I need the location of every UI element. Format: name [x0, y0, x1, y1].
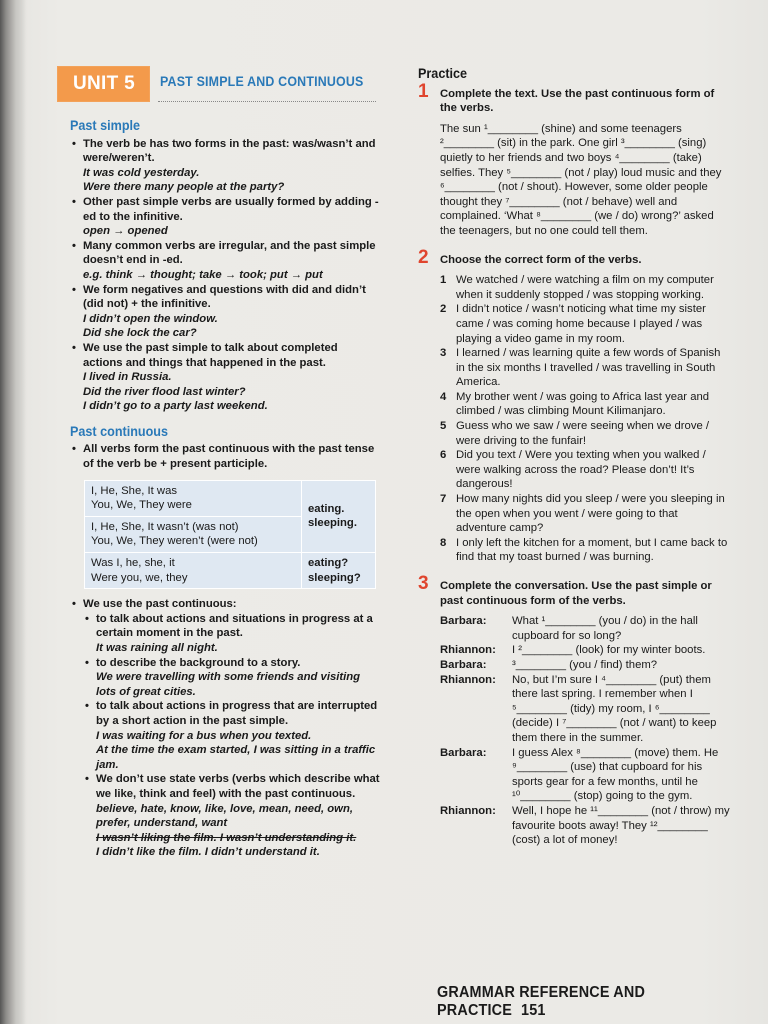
item-text: How many nights did you sleep / were you sleeping in the open when you went / were going to that adventure camp? [456, 493, 725, 535]
example-text: I didn’t open the window. [83, 312, 218, 325]
list-item [83, 612, 380, 656]
table-text: eating? [308, 557, 349, 570]
incorrect-example: I wasn’t liking the film. I wasn’t understanding it. [96, 831, 357, 844]
example-text: believe, hate, know, like, love, mean, need, own, prefer, understand, want [96, 802, 353, 830]
list-item [70, 239, 380, 283]
rule-text: to describe the background to a story. [96, 656, 301, 669]
unit-title: PAST SIMPLE AND CONTINUOUS [160, 74, 364, 89]
practice-heading: Practice [418, 65, 468, 81]
table-text: sleeping. [308, 517, 357, 530]
exercise-1-text: The sun ¹________ (shine) and some teenagers ²________ (sit) in the park. One girl ³________ (sing) quietly to her friends and two boys ⁴________ (take) selfies. They ⁵________ (not / play) loud music and they ⁶________ (not / shout). However, some older people thought they ⁷________ (not / behave) well and complained. ‘What ⁸________ (we / do) wrong?’ asked the teenagers, but no one could tell them. [440, 122, 722, 237]
table-text: Was I, he, she, it [91, 557, 175, 570]
list-item: 7 How many nights did you sleep / were you sleeping in the open when you went / were going to that adventure camp? [440, 493, 725, 535]
item-text: I only left the kitchen for a moment, but I came back to find that my toast burned / was burning. [456, 536, 728, 564]
rule-text: Other past simple verbs are usually formed by adding -ed to the infinitive. [83, 195, 379, 223]
exercise-2-items [418, 273, 730, 565]
practice-column [418, 66, 730, 848]
list-item [83, 699, 380, 772]
conversation-line [440, 746, 730, 804]
table-text: I, He, She, It wasn’t (was not) [91, 520, 239, 533]
speaker-name: Rhiannon: [440, 673, 496, 686]
list-item [70, 597, 380, 860]
speaker-name: Barbara: [440, 746, 487, 759]
list-item: 1 We watched / were watching a film on my computer when it suddenly stopped / was stopping working. [440, 274, 714, 301]
table-cell [85, 480, 302, 516]
past-simple-list [70, 137, 380, 414]
rule-text: All verbs form the past continuous with the past tense of the verb be + present participle. [83, 443, 375, 471]
rule-text: We form negatives and questions with did and didn’t (did not) + the infinitive. [83, 283, 366, 311]
exercise-number: 1 [418, 80, 429, 102]
list-item [83, 656, 380, 700]
conversation-line [440, 643, 730, 658]
exercise-1 [418, 80, 730, 116]
past-continuous-heading: Past continuous [70, 422, 169, 439]
table-text: I, He, She, It was [91, 484, 178, 497]
exercise-3-conversation [418, 614, 730, 848]
speaker-name: Barbara: [440, 658, 487, 671]
list-item: 4 My brother went / was going to Africa last year and climbed / was climbing Mount Kilimanjaro. [440, 390, 710, 418]
example-text: At the time the exam started, I was sitting in a traffic jam. [96, 744, 376, 771]
list-item: 8 I only left the kitchen for a moment, but I came back to find that my toast burned / was burning. [440, 536, 728, 564]
example-text: I was waiting for a bus when you texted. [96, 729, 312, 742]
list-item: 5 Guess who we saw / were seeing when we drove / were driving to the funfair! [440, 420, 710, 447]
line-text: I guess Alex ⁸________ (move) them. He ⁹________ (use) that cupboard for his sports gear for a few months, until he ¹⁰________ (stop) going to the gym. [512, 746, 719, 803]
example-text: It was raining all night. [96, 642, 218, 654]
conversation-line [440, 673, 730, 746]
example-text: e.g. think → thought; take → took; put → put [83, 268, 323, 281]
list-item [70, 195, 380, 239]
line-text: Well, I hope he ¹¹________ (not / throw) my favourite boots away! They ¹²________ (cost) a lot of money! [512, 804, 730, 847]
correct-example: I didn’t like the film. I didn’t understand it. [96, 846, 320, 859]
uses-sublist [83, 612, 380, 860]
unit-tab: UNIT 5 [57, 66, 150, 102]
item-text: I learned / was learning quite a few words of Spanish in the six months I travelled / was travelling in South America. [456, 347, 721, 389]
item-text: We watched / were watching a film on my computer when it suddenly stopped / was stopping working. [456, 274, 714, 301]
grammar-reference-column [70, 112, 380, 860]
title-divider [158, 101, 376, 102]
example-text: Did she lock the car? [83, 327, 197, 340]
conversation-line [440, 658, 730, 673]
table-cell [85, 516, 302, 552]
example-text: I lived in Russia. [83, 371, 172, 384]
example-text: open → opened [83, 225, 168, 238]
rule-text: We don’t use state verbs (verbs which describe what we like, think and feel) with the past continuous. [96, 773, 380, 800]
line-text: I ²________ (look) for my winter boots. [512, 644, 706, 657]
table-cell [302, 480, 376, 552]
list-item [70, 137, 380, 195]
table-text: You, We, They were [91, 499, 192, 512]
exercise-3 [418, 573, 730, 608]
example-text: Did the river flood last winter? [83, 385, 246, 398]
page-number: 151 [521, 1002, 546, 1019]
table-cell [302, 553, 376, 589]
list-item: 6 Did you text / Were you texting when you walked / were walking across the road? Please don’t! It’s dangerous! [440, 449, 706, 491]
table-text: eating. [308, 502, 345, 515]
conversation-line [440, 804, 730, 848]
list-item [70, 442, 380, 471]
list-item: 3 I learned / was learning quite a few words of Spanish in the six months I travelled / was travelling in South America. [440, 347, 721, 389]
rule-text: to talk about actions and situations in progress at a certain moment in the past. [96, 612, 373, 640]
example-text: We were travelling with some friends and visiting lots of great cities. [96, 671, 361, 698]
rule-text: We use the past simple to talk about completed actions and things that happened in the past. [83, 341, 338, 369]
list-item [83, 772, 380, 860]
example-text: I didn’t go to a party last weekend. [83, 400, 268, 413]
line-text: No, but I’m sure I ⁴________ (put) them there last spring. I remember when I ⁵________ (tidy) my room, I ⁶________ (decide) I ⁷________ (not / want) to keep them there in the summer. [512, 673, 717, 744]
past-continuous-uses [70, 597, 380, 860]
past-continuous-table [84, 480, 376, 590]
past-continuous-intro [70, 442, 380, 471]
table-text: sleeping? [308, 571, 361, 584]
speaker-name: Barbara: [440, 615, 487, 628]
line-text: ³________ (you / find) them? [512, 658, 658, 671]
exercise-instruction: Complete the conversation. Use the past simple or past continuous form of the verbs. [440, 580, 712, 607]
page-footer [437, 984, 735, 1020]
rule-text: Many common verbs are irregular, and the past simple doesn’t end in -ed. [83, 239, 376, 267]
list-item [70, 283, 380, 341]
rule-text: to talk about actions in progress that are interrupted by a short action in the past simple. [96, 700, 378, 727]
item-text: Guess who we saw / were seeing when we drove / were driving to the funfair! [456, 420, 710, 447]
example-text: Were there many people at the party? [83, 181, 285, 194]
footer-label: GRAMMAR REFERENCE AND PRACTICE [437, 984, 646, 1019]
rule-text: We use the past continuous: [83, 598, 237, 611]
line-text: What ¹________ (you / do) in the hall cupboard for so long? [512, 615, 698, 642]
conversation-line [440, 614, 730, 643]
exercise-number: 2 [418, 246, 429, 268]
table-cell [85, 553, 302, 589]
page-gutter [0, 0, 26, 1024]
exercise-instruction: Choose the correct form of the verbs. [440, 253, 642, 266]
item-text: My brother went / was going to Africa last year and climbed / was climbing Mount Kilimanjaro. [456, 390, 710, 418]
example-text: It was cold yesterday. [83, 166, 200, 179]
item-text: I didn’t notice / wasn’t noticing what time my sister came / was coming home because I played / was playing a video game in my room. [456, 303, 706, 345]
exercise-2 [418, 246, 730, 268]
table-text: You, We, They weren’t (were not) [91, 535, 258, 548]
speaker-name: Rhiannon: [440, 804, 496, 817]
rule-text: The verb be has two forms in the past: was/wasn’t and were/weren’t. [83, 137, 376, 165]
exercise-number: 3 [418, 573, 429, 594]
past-simple-heading: Past simple [70, 117, 141, 133]
exercise-instruction: Complete the text. Use the past continuous form of the verbs. [440, 87, 715, 115]
speaker-name: Rhiannon: [440, 644, 496, 657]
list-item: 2 I didn’t notice / wasn’t noticing what time my sister came / was coming home because I played / was playing a video game in my room. [440, 303, 706, 345]
item-text: Did you text / Were you texting when you walked / were walking across the road? Please don’t! It’s dangerous! [456, 449, 706, 491]
table-text: Were you, we, they [91, 571, 188, 584]
list-item [70, 341, 380, 414]
